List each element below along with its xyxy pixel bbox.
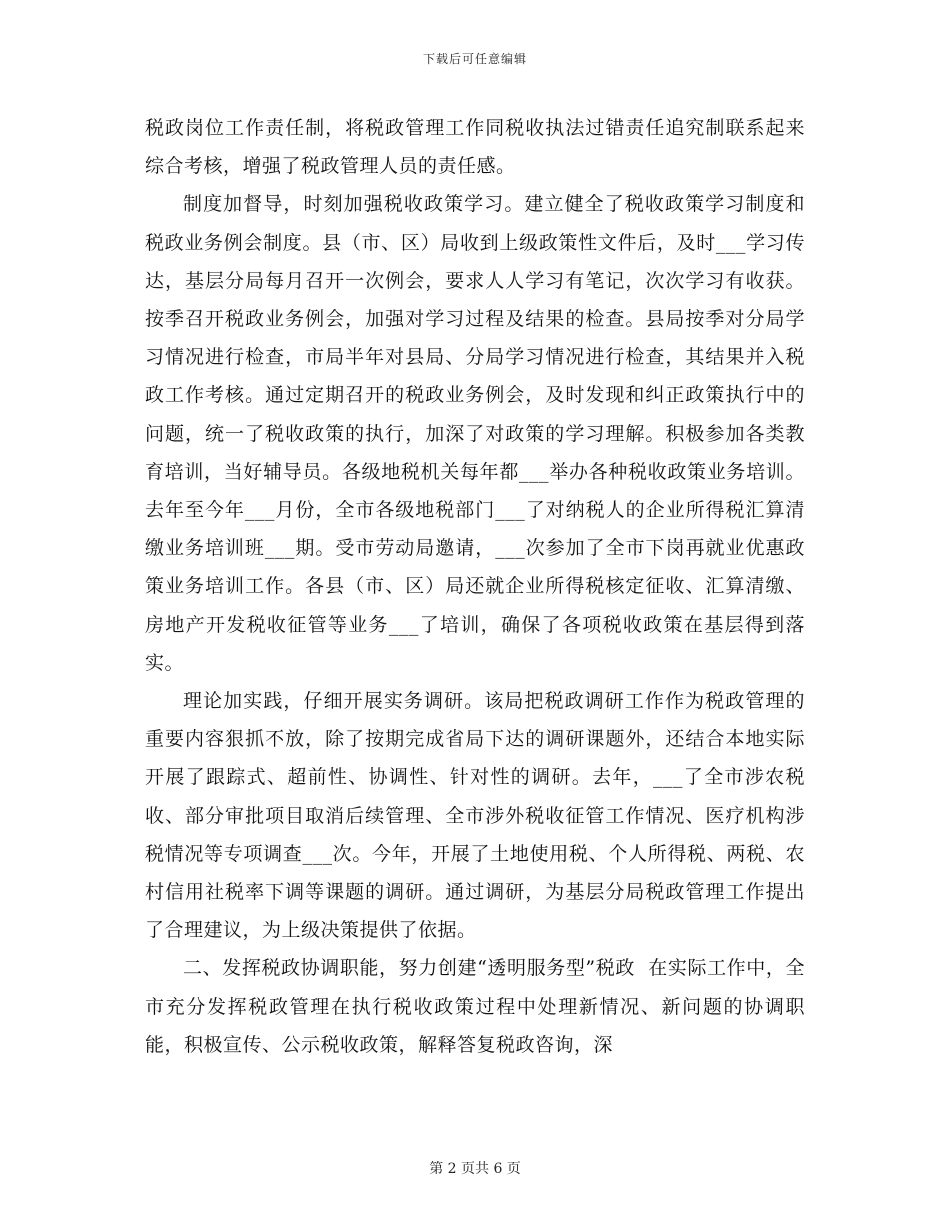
page-header-note: 下载后可任意编辑 [422, 52, 527, 66]
paragraph-3: 理论加实践，仔细开展实务调研。该局把税政调研工作作为税政管理的重要内容狠抓不放，除了按期完成省局下达的调研课题外，还结合本地实际开展了跟踪式、超前性、协调性、针对性的调研。去年，___了全市涉农税收、部分审批项目取消后续管理、全市涉外税收征管工作情况、医疗机构涉税情况等专项调查___次。今年，开展了土地使用税、个人所得税、两税、农村信用社税率下调等课题的调研。通过调研，为基层分局税政管理工作提出了合理建议，为上级决策提供了依据。 [145, 690, 805, 942]
paragraph-4: 二、发挥税政协调职能，努力创建“透明服务型”税政 在实际工作中，全市充分发挥税政管理在执行税收政策过程中处理新情况、新问题的协调职能，积极宣传、公示税收政策，解释答复税政咨询，深 [145, 957, 805, 1056]
paragraph-1: 税政岗位工作责任制，将税政管理工作同税收执法过错责任追究制联系起来综合考核，增强了税政管理人员的责任感。 [145, 117, 805, 178]
document-body [145, 109, 805, 1064]
page-number: 第 2 页共 6 页 [429, 1161, 521, 1177]
paragraph-2: 制度加督导，时刻加强税收政策学习。建立健全了税收政策学习制度和税政业务例会制度。县（市、区）局收到上级政策性文件后，及时___学习传达，基层分局每月召开一次例会，要求人人学习有笔记，次次学习有收获。按季召开税政业务例会，加强对学习过程及结果的检查。县局按季对分局学习情况进行检查，市局半年对县局、分局学习情况进行检查，其结果并入税政工作考核。通过定期召开的税政业务例会，及时发现和纠正政策执行中的问题，统一了税收政策的执行，加深了对政策的学习理解。积极参加各类教育培训，当好辅导员。各级地税机关每年都___举办各种税收政策业务培训。去年至今年___月份，全市各级地税部门___了对纳税人的企业所得税汇算清缴业务培训班___期。受市劳动局邀请，___次参加了全市下岗再就业优惠政策业务培训工作。各县（市、区）局还就企业所得税核定征收、汇算清缴、房地产开发税收征管等业务___了培训，确保了各项税收政策在基层得到落实。 [145, 193, 805, 674]
